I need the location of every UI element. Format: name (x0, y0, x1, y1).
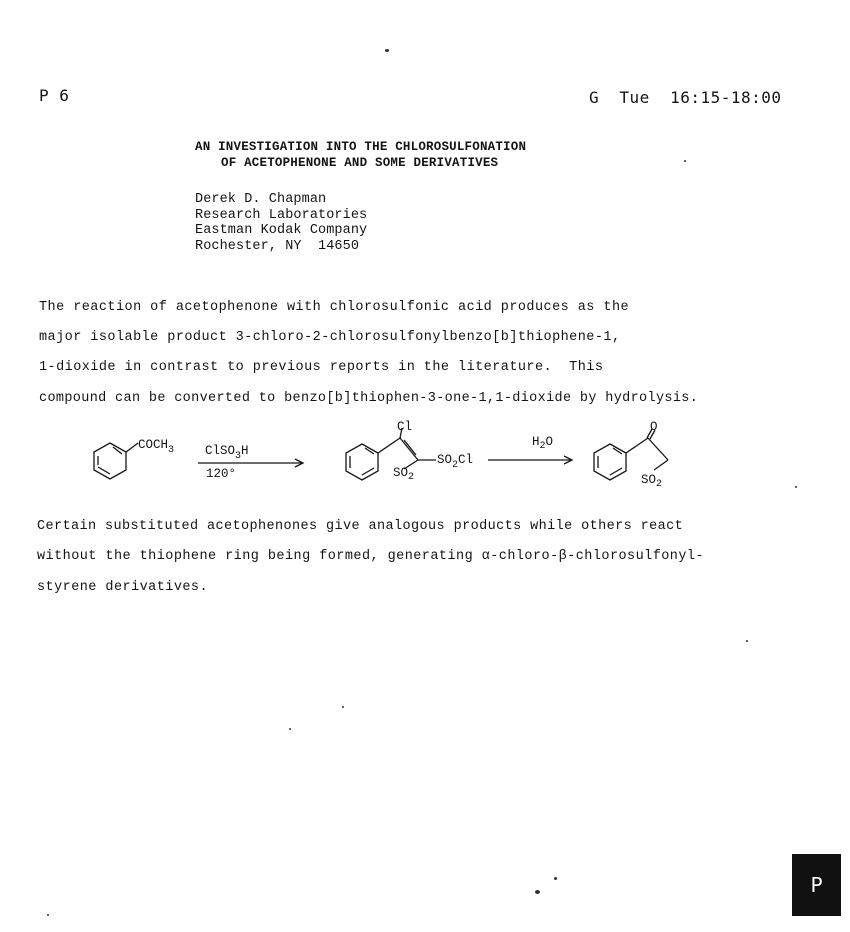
page-label: P 6 (39, 86, 70, 105)
paragraph-1-line-1: The reaction of acetophenone with chlorosulfonic acid produces as the (39, 300, 630, 315)
scan-speck (342, 706, 344, 708)
scan-speck (47, 914, 49, 916)
reaction-scheme (0, 418, 850, 498)
sulfonyl-chloride-label: $SO_2Cl$ (437, 453, 474, 471)
scan-speck (684, 160, 686, 162)
paragraph-2-line-1: Certain substituted acetophenones give analogous products while others react (37, 519, 684, 534)
paragraph-1-line-3: 1-dioxide in contrast to previous reports in the literature. This (39, 360, 604, 375)
author-name: Derek D. Chapman (195, 192, 327, 207)
title-line-2: OF ACETOPHENONE AND SOME DERIVATIVES (221, 156, 499, 170)
paragraph-1-line-2: major isolable product 3-chloro-2-chlorosulfonylbenzo[b]thiophene-1, (39, 330, 621, 345)
reagent-chlorosulfonic: ClSO$_3$H (205, 444, 249, 462)
scan-speck (746, 640, 748, 642)
scan-speck (385, 49, 389, 52)
paragraph-1-line-4: compound can be converted to benzo[b]thiophen-3-one-1,1-dioxide by hydrolysis. (39, 391, 699, 406)
benzene-ring-1 (94, 443, 138, 479)
author-department: Research Laboratories (195, 208, 368, 223)
paragraph-2-line-3: styrene derivatives. (37, 580, 209, 595)
scan-speck (289, 728, 291, 730)
ketone-oxygen-label: O (650, 420, 658, 434)
session-time: G Tue 16:15-18:00 (589, 88, 782, 107)
scan-speck (554, 877, 557, 880)
condition-temperature: 120° (206, 467, 237, 481)
author-company: Eastman Kodak Company (195, 223, 368, 238)
author-city: Rochester, NY 14650 (195, 239, 360, 254)
benzothiophenone-ring (594, 429, 668, 480)
so2-product-label: $SO_2$ (641, 473, 663, 490)
so2-ring-label: $SO_2$ (393, 466, 415, 483)
scan-speck (535, 890, 540, 894)
chloro-label: Cl (397, 420, 413, 434)
reagent-water: $H_2O$ (532, 435, 554, 452)
title-line-1: AN INVESTIGATION INTO THE CHLOROSULFONATION (195, 140, 527, 154)
paragraph-2-line-2: without the thiophene ring being formed, generating α-chloro-β-chlorosulfonyl- (37, 549, 705, 564)
benzothiophene-ring (346, 428, 436, 480)
corner-tab: P (792, 854, 841, 916)
acetyl-label: $COCH_3$ (138, 438, 175, 456)
scan-speck (795, 486, 797, 488)
